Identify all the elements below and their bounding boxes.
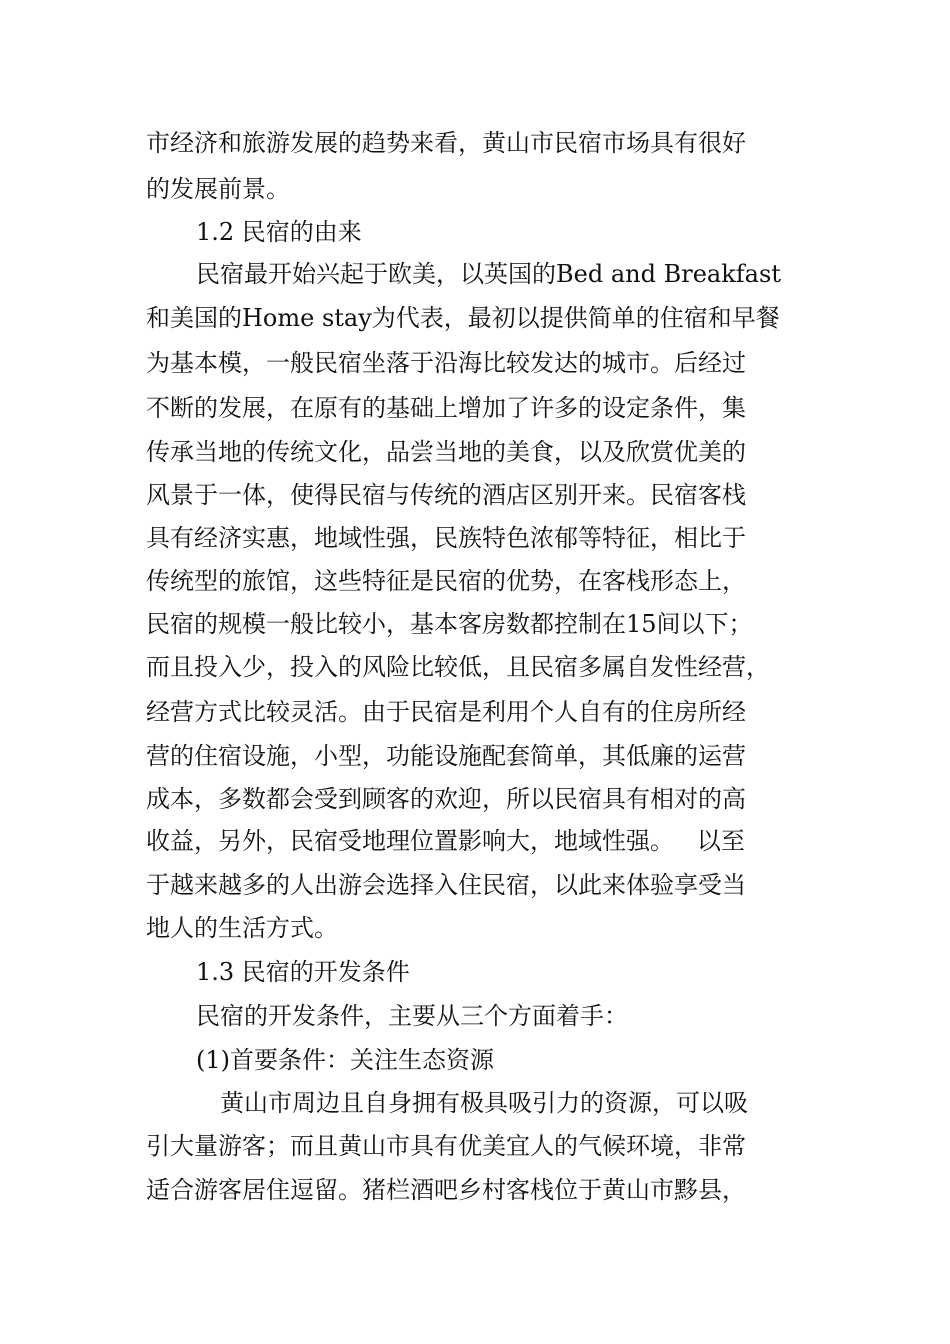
paragraph-line: 为基本模，一般民宿坐落于沿海比较发达的城市。后经过 [146,349,746,377]
section-heading-1-2: 1.2 民宿的由来 [196,218,362,246]
paragraph-line: 民宿的开发条件，主要从三个方面着手： [196,1002,628,1030]
paragraph-line: 民宿最开始兴起于欧美，以英国的Bed and Breakfast [196,260,781,288]
paragraph-line: 民宿的规模一般比较小，基本客房数都控制在15间以下； [146,610,753,638]
paragraph-line: 营的住宿设施，小型，功能设施配套简单，其低廉的运营 [146,742,746,770]
section-heading-1-3: 1.3 民宿的开发条件 [196,958,410,986]
paragraph-line: 风景于一体，使得民宿与传统的酒店区别开来。民宿客栈 [146,481,746,509]
paragraph-line: 市经济和旅游发展的趋势来看，黄山市民宿市场具有很好 [146,129,746,157]
paragraph-line: 不断的发展，在原有的基础上增加了许多的设定条件，集 [146,394,746,422]
paragraph-line: 具有经济实惠，地域性强，民族特色浓郁等特征，相比于 [146,524,746,552]
paragraph-line: 收益，另外，民宿受地理位置影响大，地域性强。 以至 [146,827,745,855]
paragraph-line: 的发展前景。 [146,175,290,203]
paragraph-line: 传承当地的传统文化，品尝当地的美食，以及欣赏优美的 [146,438,746,466]
paragraph-line: 传统型的旅馆，这些特征是民宿的优势，在客栈形态上， [146,567,746,595]
paragraph-line: 地人的生活方式。 [146,914,338,942]
paragraph-line: 经营方式比较灵活。由于民宿是利用个人自有的住房所经 [146,698,746,726]
paragraph-line: 而且投入少，投入的风险比较低，且民宿多属自发性经营， [146,653,770,681]
paragraph-line: 成本，多数都会受到顾客的欢迎，所以民宿具有相对的高 [146,785,746,813]
paragraph-line: 引大量游客；而且黄山市具有优美宜人的气候环境，非常 [146,1132,746,1160]
list-item-heading: (1)首要条件：关注生态资源 [196,1046,494,1074]
paragraph-line: 适合游客居住逗留。猪栏酒吧乡村客栈位于黄山市黟县， [146,1176,746,1204]
paragraph-line: 于越来越多的人出游会选择入住民宿，以此来体验享受当 [146,871,746,899]
paragraph-line: 黄山市周边且自身拥有极具吸引力的资源，可以吸 [220,1089,748,1117]
paragraph-line: 和美国的Home stay为代表，最初以提供简单的住宿和早餐 [146,304,780,332]
